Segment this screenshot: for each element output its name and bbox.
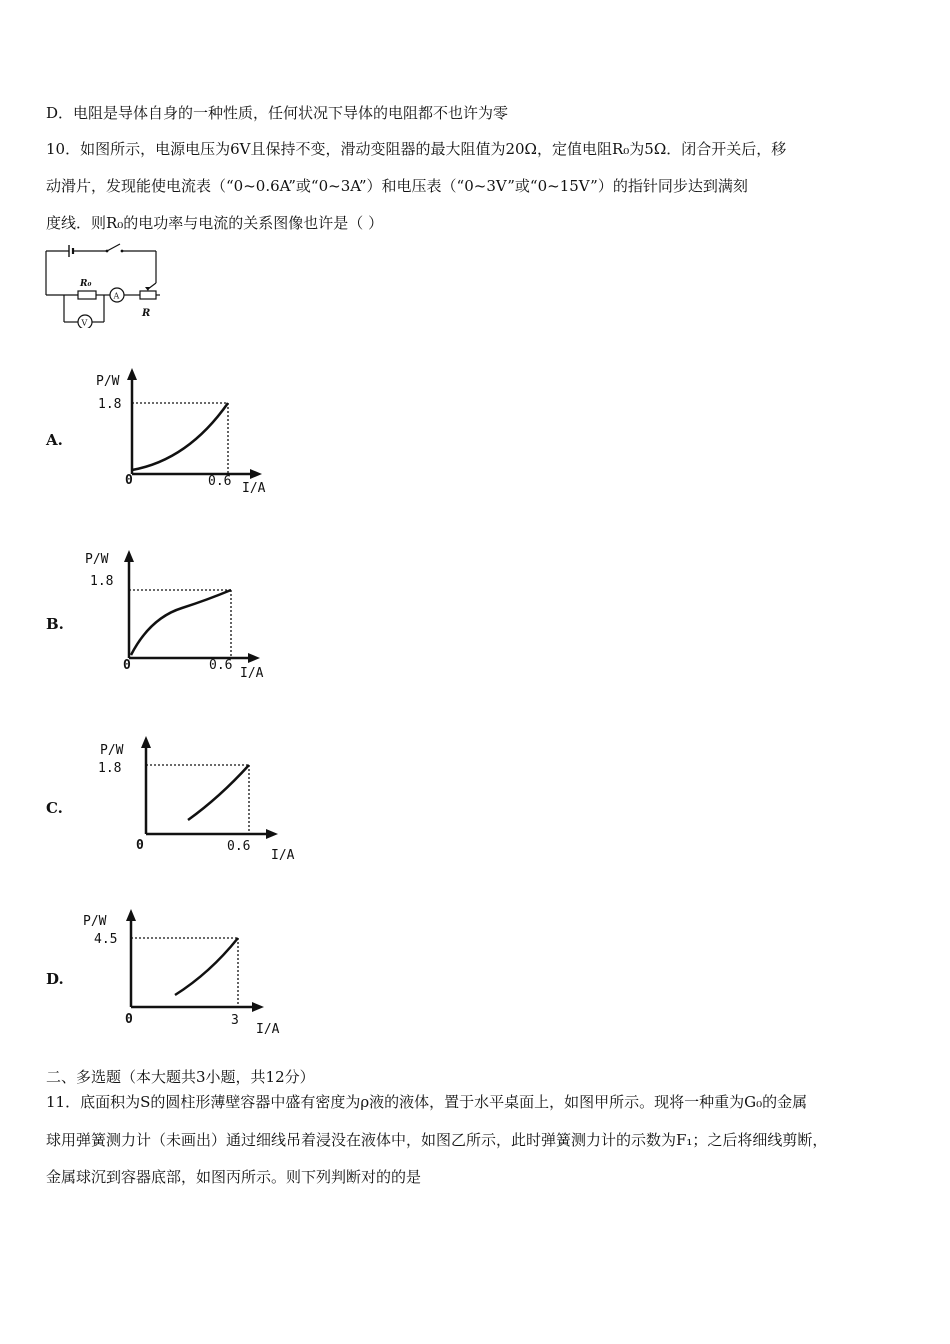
origin-label: 0 bbox=[123, 658, 131, 673]
y-max-label: 4.5 bbox=[94, 932, 118, 947]
circuit-diagram bbox=[44, 243, 164, 328]
x-max-label: 3 bbox=[231, 1013, 239, 1028]
q11-line3: 金属球沉到容器底部，如图丙所示。则下列判断对的的是 bbox=[46, 1168, 422, 1186]
option-d-curve bbox=[175, 938, 238, 995]
q11-line1: 11．底面积为S的圆柱形薄壁容器中盛有密度为ρ液的液体，置于水平桌面上，如图甲所示。现将一种重为G₀的金属 bbox=[46, 1093, 808, 1111]
q10-line1: 10．如图所示，电源电压为6V且保持不变，滑动变阻器的最大阻值为20Ω，定值电阻R₀为5Ω．闭合开关后，移 bbox=[46, 140, 787, 158]
switch bbox=[107, 244, 120, 251]
origin-label: 0 bbox=[125, 1012, 133, 1027]
ammeter-label: A bbox=[113, 291, 120, 301]
prev-option-d: D．电阻是导体自身的一种性质，任何状况下导体的电阻都不也许为零 bbox=[46, 104, 509, 122]
x-axis-label: I/A bbox=[240, 666, 264, 681]
option-b-curve bbox=[131, 590, 231, 655]
option-b-label: B. bbox=[46, 615, 64, 633]
y-axis-label: P/W bbox=[96, 374, 120, 389]
x-max-label: 0.6 bbox=[227, 839, 251, 854]
origin-label: 0 bbox=[125, 473, 133, 488]
x-max-label: 0.6 bbox=[208, 474, 232, 489]
y-max-label: 1.8 bbox=[98, 397, 122, 412]
option-a-graph bbox=[88, 366, 278, 498]
x-axis-label: I/A bbox=[256, 1022, 280, 1037]
option-a-curve bbox=[132, 403, 228, 470]
option-d-graph bbox=[80, 907, 280, 1039]
q11-line2: 球用弹簧测力计（未画出）通过细线吊着浸没在液体中，如图乙所示，此时弹簧测力计的示数为F₁；之后将细线剪断， bbox=[46, 1131, 828, 1149]
option-a-label: A. bbox=[46, 431, 63, 449]
origin-label: 0 bbox=[136, 838, 144, 853]
option-c-label: C. bbox=[46, 799, 63, 817]
rheostat-r bbox=[140, 291, 156, 299]
x-axis-label: I/A bbox=[242, 481, 266, 496]
x-axis-label: I/A bbox=[271, 848, 295, 863]
y-max-label: 1.8 bbox=[98, 761, 122, 776]
section-2-heading: 二、多选题（本大题共3小题，共12分） bbox=[46, 1068, 315, 1086]
option-b-graph bbox=[82, 546, 272, 681]
option-d-label: D. bbox=[46, 970, 64, 988]
y-axis-label: P/W bbox=[100, 743, 124, 758]
option-c-curve bbox=[188, 765, 249, 820]
resistor-r0 bbox=[78, 291, 96, 299]
option-c-graph bbox=[96, 734, 296, 866]
q10-line2: 动滑片，发现能使电流表（“0~0.6A”或“0~3A”）和电压表（“0~3V”或“0~15V”）的指针同步达到满刻 bbox=[46, 177, 748, 195]
q10-line3: 度线．则R₀的电功率与电流的关系图像也许是（ ） bbox=[46, 214, 384, 232]
y-axis-label: P/W bbox=[83, 914, 107, 929]
y-max-label: 1.8 bbox=[90, 574, 114, 589]
y-axis-label: P/W bbox=[85, 552, 109, 567]
r-label: R bbox=[142, 308, 151, 319]
voltmeter-label: V bbox=[81, 318, 88, 328]
x-max-label: 0.6 bbox=[209, 658, 233, 673]
r0-label: R₀ bbox=[80, 279, 92, 289]
